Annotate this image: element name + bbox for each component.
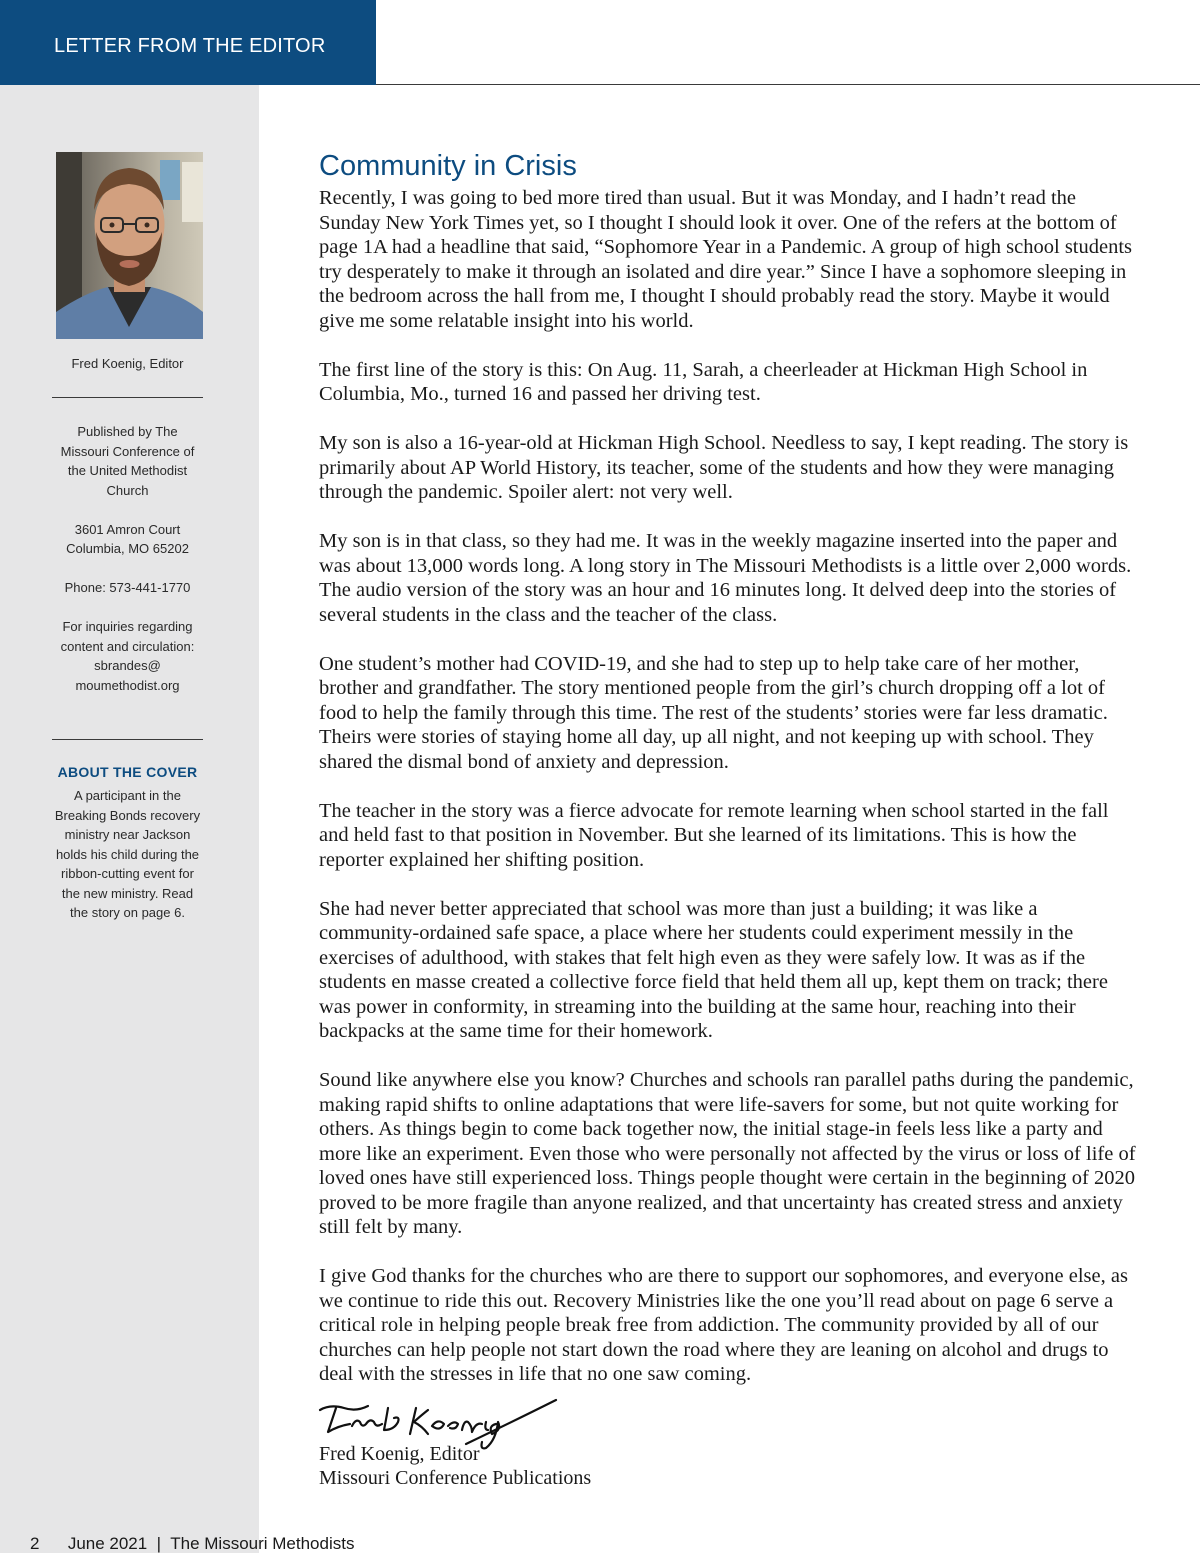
article-paragraph: My son is also a 16-year-old at Hickman High School. Needless to say, I kept reading. The story is primarily about AP World History, its teacher, some of the students and how they were managing through the pandemic. Spoiler alert: not very well. <box>319 432 1129 503</box>
signoff-org: Missouri Conference Publications <box>319 1467 592 1489</box>
publisher-text: Published by The Missouri Conference of the United Methodist Church <box>60 424 195 498</box>
signoff-name: Fred Koenig, Editor <box>319 1443 480 1465</box>
phone-number: Phone: 573-441-1770 <box>64 580 191 595</box>
section-label: LETTER FROM THE EDITOR <box>54 35 326 57</box>
page-number: 2 <box>30 1534 40 1553</box>
article-paragraph: Sound like anywhere else you know? Churches and schools ran parallel paths during the pandemic, making rapid shifts to online adaptations that were life-savers for some, but not quite working for others. As things begin to come back together now, the initial stage-in feels less like a party and more like an experiment. Even those who were personally not affected by the virus or loss of life of loved ones have still experienced loss. Things people thought were certain in the beginning of 2020 proved to be more fragile than anyone realized, and that uncertainty has created stress and anxiety still felt by many. <box>319 1069 1136 1238</box>
article-paragraph: Recently, I was going to bed more tired than usual. But it was Monday, and I hadn’t read the Sunday New York Times yet, so I thought I should look it over. One of the refers at the bottom of page 1A had a headline that said, “Sophomore Year in a Pandemic. A group of high school students try desperately to make it through an isolated and dire year.” Since I have a sophomore sleeping in the bedroom across the hall from me, I thought I should probably read the story. Maybe it would give me some relatable insight into his world. <box>319 187 1133 332</box>
photo-caption: Fred Koenig, Editor <box>71 356 184 371</box>
inquiries-email: sbrandes@ moumethodist.org <box>75 658 180 693</box>
about-cover-text: A participant in the Breaking Bonds recovery ministry near Jackson holds his child during the ribbon-cutting event for the new ministry. Read the story on page 6. <box>54 788 201 920</box>
issue-date: June 2021 <box>67 1534 148 1553</box>
article-paragraph: My son is in that class, so they had me. It was in the weekly magazine inserted into the paper and was about 13,000 words long. A long story in The Missouri Methodists is a little over 2,000 words. The audio version of the story was an hour and 16 minutes long. It delved deep into the stories of several students in the class and the teacher of the class. <box>319 530 1132 626</box>
sidebar-divider <box>52 739 203 740</box>
article-body <box>319 186 1139 1411</box>
address-line: 3601 Amron Court <box>74 521 181 537</box>
article-paragraph: The first line of the story is this: On Aug. 11, Sarah, a cheerleader at Hickman High School in Columbia, Mo., turned 16 and passed her driving test. <box>319 358 1088 405</box>
header-rule <box>376 84 1200 85</box>
editor-photo <box>56 152 203 339</box>
article-paragraph: I give God thanks for the churches who are there to support our sophomores, and everyone else, as we continue to ride this out. Recovery Ministries like the one you’ll read about on page 6 serve a critical role in helping people break free from addiction. The community provided by all of our churches can help people not start down the road where they are leaning on alcohol and drugs to deal with the stresses in life that no one saw coming. <box>319 1265 1128 1385</box>
city-line: Columbia, MO 65202 <box>66 541 189 556</box>
publication-name: The Missouri Methodists <box>170 1534 355 1553</box>
sidebar-divider <box>52 397 203 398</box>
page-footer <box>30 1534 354 1554</box>
article-headline: Community in Crisis <box>319 150 577 182</box>
footer-separator: | <box>156 1534 162 1553</box>
article-paragraph: One student’s mother had COVID-19, and she had to step up to help take care of her mother, brother and grandfather. The story mentioned people from the girl’s church dropping off a lot of food to help the family through this time. The rest of the students’ stories were far less dramatic. Theirs were stories of staying home all day, up all night, and not keeping up with school. They shared the dismal bond of anxiety and depression. <box>319 652 1108 773</box>
about-cover-heading: ABOUT THE COVER <box>57 764 198 780</box>
article-paragraph: She had never better appreciated that school was more than just a building; it was like a community-ordained safe space, a place where her students could experiment messily in the exercises of adulthood, with stakes that felt high even as they were safely low. It was as if the students en masse created a collective force field that held them all up, kept them on track; there was power in conformity, in streaming into the building at the same hour, reaching into their backpacks at the same time for their homework. <box>319 897 1108 1042</box>
signoff <box>319 1442 591 1490</box>
inquiries-text: For inquiries regarding content and circulation: <box>60 619 195 654</box>
section-header-band <box>0 0 376 85</box>
masthead-info <box>52 422 203 715</box>
article-paragraph: The teacher in the story was a fierce advocate for remote learning when school started in the fall and held fast to that position in November. But she learned of its limitations. This is how the reporter explained her shifting position. <box>319 799 1109 871</box>
